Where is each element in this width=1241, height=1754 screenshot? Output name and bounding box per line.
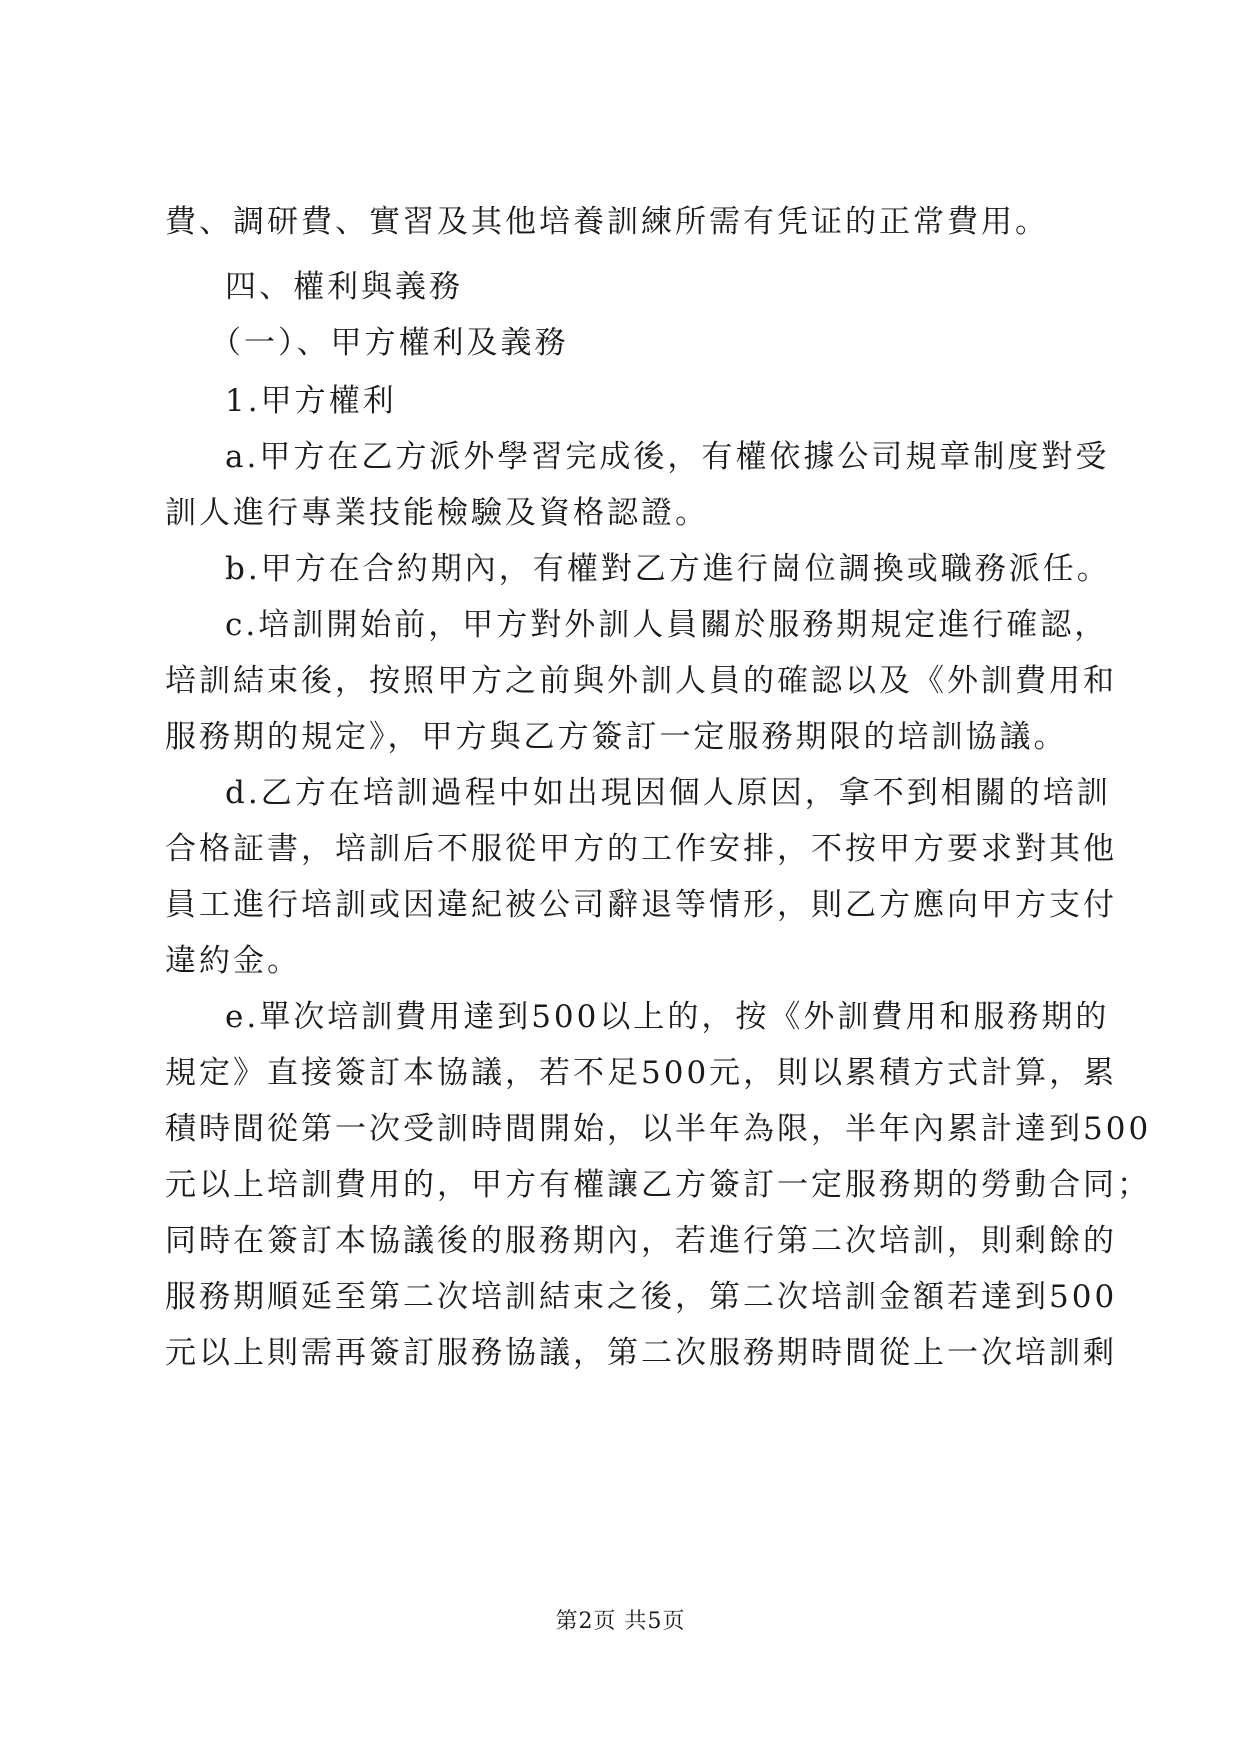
body-text-line: 培訓結束後，按照甲方之前與外訓人員的確認以及《外訓費用和 [165, 663, 1117, 699]
body-text-line: 積時間從第一次受訓時間開始，以半年為限，半年內累計達到500 [165, 1111, 1152, 1147]
body-text-line: 合格証書，培訓后不服從甲方的工作安排，不按甲方要求對其他 [165, 831, 1117, 867]
page-number-footer: 第2页 共5页 [555, 1609, 686, 1634]
item-heading: 1.甲方權利 [225, 383, 397, 419]
body-text-line: 費、調研費、實習及其他培養訓練所需有凭证的正常費用。 [165, 204, 1049, 240]
body-text-line: a.甲方在乙方派外學習完成後，有權依據公司規章制度對受 [225, 439, 1110, 475]
body-text-line: 規定》直接簽訂本協議，若不足500元，則以累積方式計算，累 [165, 1055, 1118, 1091]
body-text-line: 員工進行培訓或因違紀被公司辭退等情形，則乙方應向甲方支付 [165, 887, 1117, 923]
section-heading: 四、權利與義務 [225, 269, 463, 305]
body-text-line: 服務期順延至第二次培訓結束之後，第二次培訓金額若達到500 [165, 1279, 1118, 1315]
body-text-line: c.培訓開始前，甲方對外訓人員關於服務期規定進行確認， [225, 607, 1109, 643]
body-text-line: 元以上則需再簽訂服務協議，第二次服務期時間從上一次培訓剩 [165, 1335, 1117, 1371]
body-text-line: 元以上培訓費用的，甲方有權讓乙方簽訂一定服務期的勞動合同； [165, 1167, 1151, 1203]
body-text-line: 違約金。 [165, 943, 301, 979]
body-text-line: e.單次培訓費用達到500以上的，按《外訓費用和服務期的 [225, 999, 1110, 1035]
body-text-line: b.甲方在合約期內，有權對乙方進行崗位調換或職務派任。 [225, 551, 1111, 587]
subsection-heading: （一）、甲方權利及義務 [210, 325, 569, 361]
body-text-line: 同時在簽訂本協議後的服務期內，若進行第二次培訓，則剩餘的 [165, 1223, 1117, 1259]
body-text-line: d.乙方在培訓過程中如出現因個人原因，拿不到相關的培訓 [225, 775, 1111, 811]
body-text-line: 服務期的規定》，甲方與乙方簽訂一定服務期限的培訓協議。 [165, 719, 1068, 755]
body-text-line: 訓人進行專業技能檢驗及資格認證。 [165, 495, 709, 531]
